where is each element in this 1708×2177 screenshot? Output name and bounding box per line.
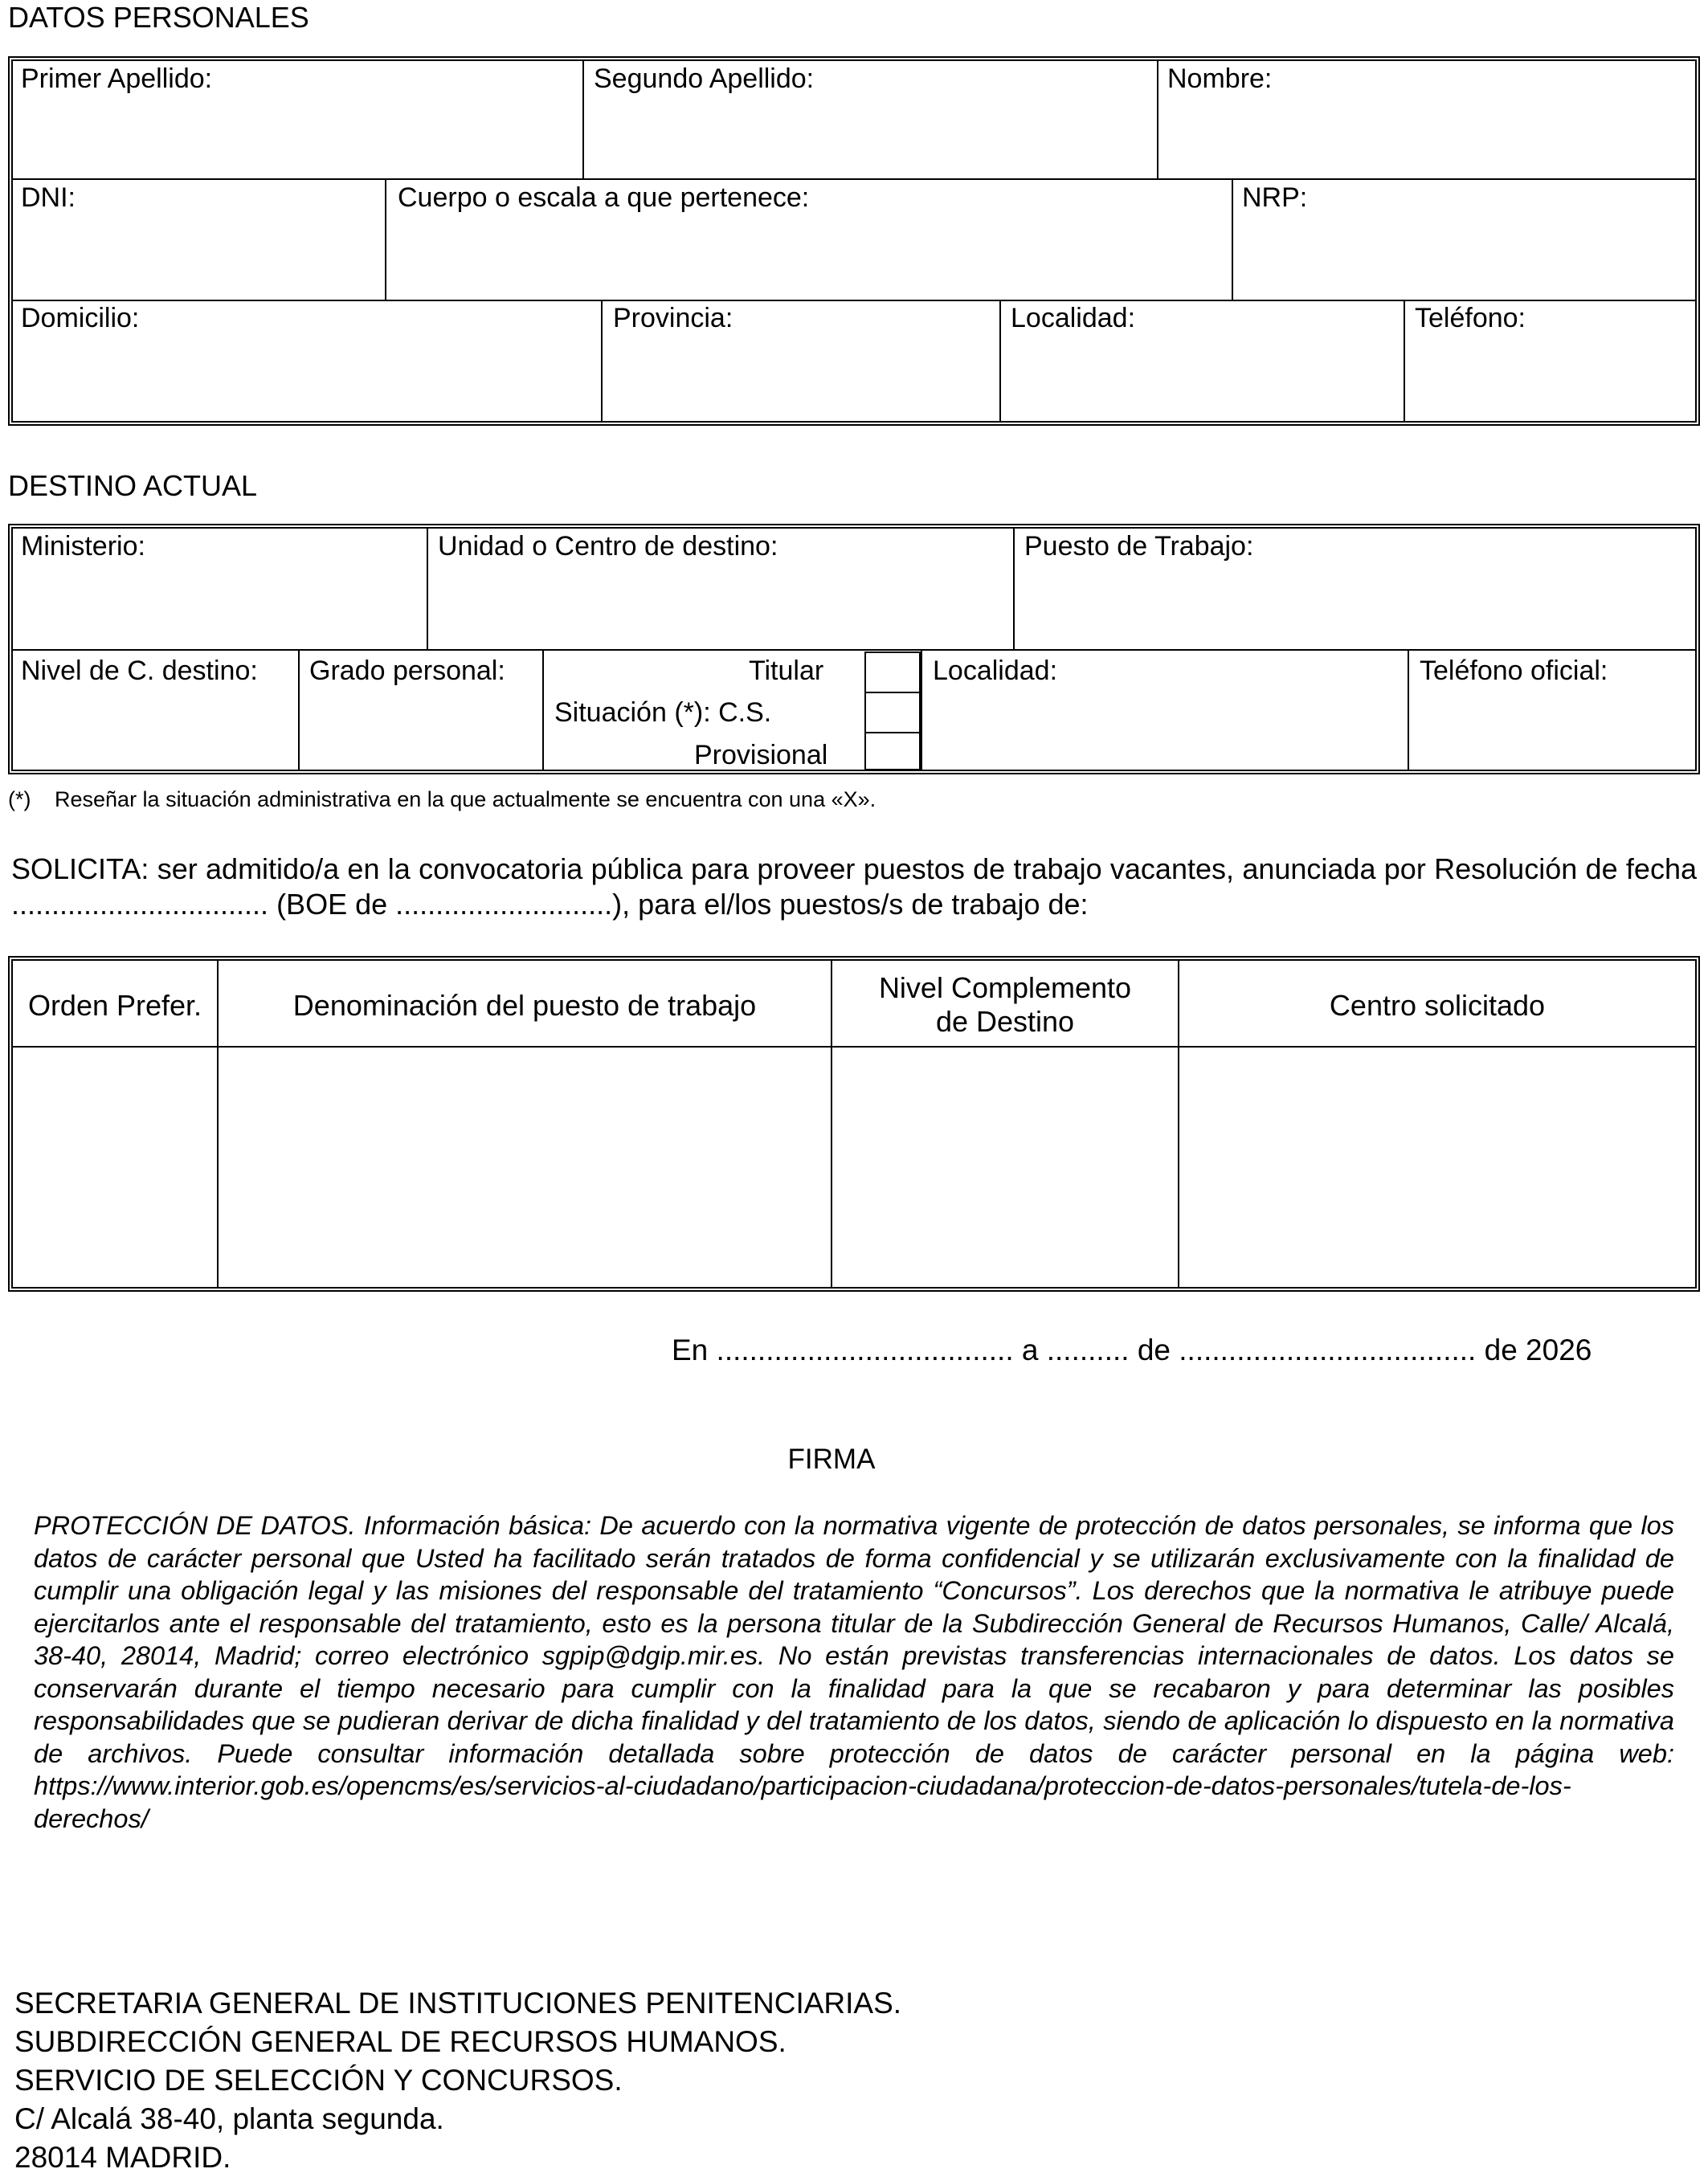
provisional-checkbox[interactable] xyxy=(864,732,921,770)
nivel-complemento-header-line1: Nivel Complemento xyxy=(878,971,1132,1004)
nombre-label: Nombre: xyxy=(1167,63,1273,94)
telefono-label: Teléfono: xyxy=(1415,303,1526,333)
col-divider xyxy=(1408,650,1409,770)
nivel-complemento-header-line2: de Destino xyxy=(935,1005,1075,1038)
domicilio-label: Domicilio: xyxy=(21,303,140,333)
address-line-2: SUBDIRECCIÓN GENERAL DE RECURSOS HUMANOS. xyxy=(14,2025,787,2058)
col-divider xyxy=(601,300,603,421)
localidad-label: Localidad: xyxy=(1011,303,1136,333)
telefono-oficial-label: Teléfono oficial: xyxy=(1420,656,1608,686)
grado-personal-label: Grado personal: xyxy=(309,656,505,686)
localidad-destino-label: Localidad: xyxy=(933,656,1058,686)
address-line-1: SECRETARIA GENERAL DE INSTITUCIONES PENITENCIARIAS. xyxy=(14,1987,902,2020)
row-divider xyxy=(13,1046,1695,1048)
nivel-destino-label: Nivel de C. destino: xyxy=(21,656,258,686)
puesto-trabajo-label: Puesto de Trabajo: xyxy=(1024,531,1254,562)
col-divider xyxy=(1157,61,1158,179)
col-divider xyxy=(921,650,922,770)
proteccion-datos-paragraph: PROTECCIÓN DE DATOS. Información básica: De acuerdo con la normativa vigente de protección de datos personales, se informa que los datos de carácter personal que Usted ha facilitado serán tratados de forma confidencial y se utilizarán exclusivamente con la finalidad de cumplir una obligación legal y las misiones del responsable del tratamiento “Concursos”. Los derechos que la normativa le atribuye puede ejercitarlos ante el responsable del tratamiento, esto es la persona titular de la Subdirección General de Recursos Humanos, Calle/ Alcalá, 38-40, 28014, Madrid; correo electrónico sgpip@dgip.mir.es. No están previstas transferencias internacionales de datos. Los datos se conservarán durante el tiempo necesario para cumplir con la finalidad para la que se recabaron y para determinar las posibles responsabilidades que se pudieran derivar de dicha finalidad y del tratamiento de los datos, siendo de aplicación lo dispuesto en la normativa de archivos. Puede consultar información detallada sobre protección de datos de carácter personal en la página web: https://www.interior.gob.es/opencms/es/servicios-al-ciudadano/participacion-ciudadana/proteccion-de-datos-personales/tutela-de-los-derechos/ xyxy=(34,1511,1674,1833)
address-line-3: SERVICIO DE SELECCIÓN Y CONCURSOS. xyxy=(14,2064,623,2097)
titular-label: Titular xyxy=(749,656,824,686)
solicita-paragraph: SOLICITA: ser admitido/a en la convocatoria pública para proveer puestos de trabajo vacantes, anunciada por Resolución de fecha ................................ (BOE de ...........................), para el/los puestos/s de trabajo de: xyxy=(11,852,1697,921)
col-divider xyxy=(1013,529,1015,650)
destino-actual-heading: DESTINO ACTUAL xyxy=(8,469,258,502)
col-divider xyxy=(999,300,1001,421)
col-divider xyxy=(1232,179,1233,300)
orden-preferencia-header: Orden Prefer. xyxy=(27,989,202,1022)
address-line-4: C/ Alcalá 38-40, planta segunda. xyxy=(14,2102,444,2135)
fecha-line: En .................................... a .......... de .................................... de 2026 xyxy=(672,1334,1592,1366)
datos-personales-table xyxy=(8,56,1700,426)
centro-solicitado-header: Centro solicitado xyxy=(1329,989,1546,1022)
footnote-mark: (*) xyxy=(8,787,31,811)
col-divider xyxy=(542,650,544,770)
dni-label: DNI: xyxy=(21,182,76,213)
col-divider xyxy=(298,650,300,770)
col-divider xyxy=(582,61,584,179)
datos-personales-heading: DATOS PERSONALES xyxy=(8,1,309,34)
col-divider xyxy=(1404,300,1405,421)
nrp-label: NRP: xyxy=(1242,182,1308,213)
address-line-5: 28014 MADRID. xyxy=(14,2141,231,2174)
ministerio-label: Ministerio: xyxy=(21,531,145,562)
primer-apellido-label: Primer Apellido: xyxy=(21,63,213,94)
row-divider xyxy=(13,300,1695,301)
provincia-label: Provincia: xyxy=(613,303,733,333)
footnote-text: Reseñar la situación administrativa en la que actualmente se encuentra con una «X». xyxy=(55,787,876,811)
col-divider xyxy=(385,179,386,300)
cs-checkbox[interactable] xyxy=(864,692,921,733)
provisional-label: Provisional xyxy=(694,740,828,770)
titular-checkbox[interactable] xyxy=(864,651,921,693)
unidad-centro-label: Unidad o Centro de destino: xyxy=(438,531,778,562)
col-divider xyxy=(427,529,428,650)
situacion-label: Situación (*): C.S. xyxy=(554,697,772,728)
firma-label: FIRMA xyxy=(787,1444,876,1475)
row-divider xyxy=(13,178,1695,180)
row-divider xyxy=(13,649,1695,651)
cuerpo-escala-label: Cuerpo o escala a que pertenece: xyxy=(398,182,810,213)
denominacion-header: Denominación del puesto de trabajo xyxy=(292,989,757,1022)
segundo-apellido-label: Segundo Apellido: xyxy=(594,63,815,94)
